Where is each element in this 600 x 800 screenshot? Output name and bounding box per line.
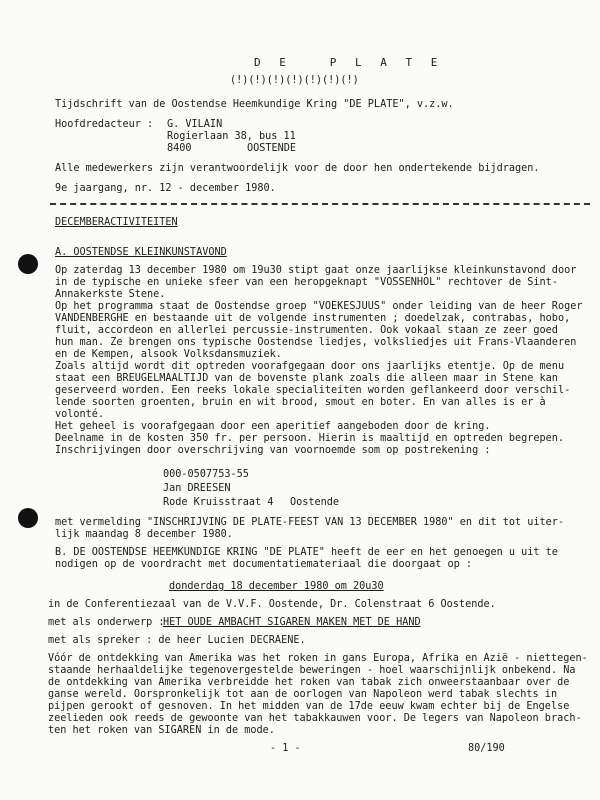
paragraph-line: Inschrijvingen door overschrijving van voornoemde som op postrekening :	[55, 445, 491, 456]
paragraph-line: ten het roken van SIGAREN in de mode.	[48, 725, 275, 736]
paragraph-line: Zoals altijd wordt dit optreden voorafgegaan door ons jaarlijks etentje. Op de menu	[55, 361, 565, 372]
paragraph-line: Vóór de ontdekking van Amerika was het roken in gans Europa, Afrika en Azië - niettegen-	[48, 653, 588, 664]
disclaimer: Alle medewerkers zijn verantwoordelijk voor de door hen ondertekende bijdragen.	[55, 163, 540, 174]
editor-name: G. VILAIN	[167, 119, 223, 130]
editor-city: OOSTENDE	[247, 143, 297, 154]
lecture-speaker: met als spreker : de heer Lucien DECRAENE.	[48, 635, 306, 646]
paragraph-line: fluit, accordeon en allerlei percussie-instrumenten. Ook vokaal staan ze zeer goed	[55, 325, 558, 336]
lecture-date: donderdag 18 december 1980 om 20u30	[169, 581, 384, 592]
paragraph-line: VANDENBERGHE en bestaande uit de volgende instrumenten ; doedelzak, contrabas, hobo,	[55, 313, 571, 324]
paragraph-line: staande herhaaldelijke tegenovergestelde beweringen - hoel waarschijnlijk onbekend. Na	[48, 665, 576, 676]
journal-title: D E P L A T E	[254, 56, 444, 69]
editor-label: Hoofdredacteur :	[55, 119, 154, 130]
subject-label: met als onderwerp :	[48, 617, 165, 628]
document-reference: 80/190	[468, 743, 505, 754]
lecture-location: in de Conferentiezaal van de V.V.F. Oostende, Dr. Colenstraat 6 Oostende.	[48, 599, 496, 610]
journal-subtitle: Tijdschrift van de Oostendse Heemkundige Kring "DE PLATE", v.z.w.	[55, 99, 454, 110]
paragraph-line: de ontdekking van Amerika verbreidde het roken van tabak zich onweerstaanbaar over de	[48, 677, 570, 688]
paragraph-line: pijpen gerookt of gesnoven. In het midden van de 17de eeuw kwam echter bij de Engelse	[48, 701, 570, 712]
paragraph-line: lijk maandag 8 december 1980.	[55, 529, 233, 540]
account-city: Oostende	[290, 497, 340, 508]
punch-hole-bottom	[18, 508, 38, 528]
paragraph-line: staat een BREUGELMAALTIJD van de bovenste plank zoals die alleen maar in Stene kan	[55, 373, 558, 384]
paragraph-line: Op zaterdag 13 december 1980 om 19u30 stipt gaat onze jaarlijkse kleinkunstavond door	[55, 265, 577, 276]
paragraph-line: zeelieden ook reeds de gewoonte van het tabakkauwen voor. De legers van Napoleon brach-	[48, 713, 582, 724]
separator-line	[50, 203, 590, 205]
page-number: - 1 -	[270, 743, 301, 754]
paragraph-line: ganse wereld. Oorspronkelijk tot aan de oorlogen van Napoleon werd tabak slechts in	[48, 689, 558, 700]
account-street: Rode Kruisstraat 4	[163, 497, 274, 508]
paragraph-line: Deelname in de kosten 350 fr. per persoon. Hierin is maaltijd en optreden begrepen.	[55, 433, 565, 444]
title-marks: (!)(!)(!)(!)(!)(!)(!)	[230, 75, 359, 86]
paragraph-line: Op het programma staat de Oostendse groep "VOEKESJUUS" onder leiding van de heer Roger	[55, 301, 583, 312]
section-b-line: nodigen op de voordracht met documentatiemateriaal die doorgaat op :	[55, 559, 473, 570]
editor-postcode: 8400	[167, 143, 192, 154]
account-holder: Jan DREESEN	[163, 483, 231, 494]
punch-hole-top	[18, 254, 38, 274]
section-a-heading: A. OOSTENDSE KLEINKUNSTAVOND	[55, 247, 227, 258]
paragraph-line: Annakerkste Stene.	[55, 289, 166, 300]
section-b-line: B. DE OOSTENDSE HEEMKUNDIGE KRING "DE PLATE" heeft de eer en het genoegen u uit te	[55, 547, 558, 558]
paragraph-line: hun man. Ze brengen ons typische Oostendse liedjes, volksliedjes uit Frans-Vlaanderen	[55, 337, 577, 348]
lecture-subject: HET OUDE AMBACHT SIGAREN MAKEN MET DE HAND	[163, 617, 421, 628]
paragraph-line: Het geheel is voorafgegaan door een aperitief aangeboden door de kring.	[55, 421, 491, 432]
paragraph-line: en de Kempen, alsook Volksdansmuziek.	[55, 349, 282, 360]
paragraph-line: geserveerd worden. Een reeks lokale specialiteiten worden geflankeerd door verschil-	[55, 385, 571, 396]
paragraph-line: in de typische en unieke sfeer van een heropgeknapt "VOSSENHOL" rechtover de Sint-	[55, 277, 558, 288]
editor-address: Rogierlaan 38, bus 11	[167, 131, 296, 142]
account-number: 000-0507753-55	[163, 469, 249, 480]
issue-info: 9e jaargang, nr. 12 - december 1980.	[55, 183, 276, 194]
paragraph-line: met vermelding "INSCHRIJVING DE PLATE-FEEST VAN 13 DECEMBER 1980" en dit tot uiter-	[55, 517, 565, 528]
section-heading: DECEMBERACTIVITEITEN	[55, 217, 178, 228]
paragraph-line: volonté.	[55, 409, 105, 420]
paragraph-line: lende soorten groenten, bruin en wit brood, smout en boter. En van alles is er à	[55, 397, 546, 408]
